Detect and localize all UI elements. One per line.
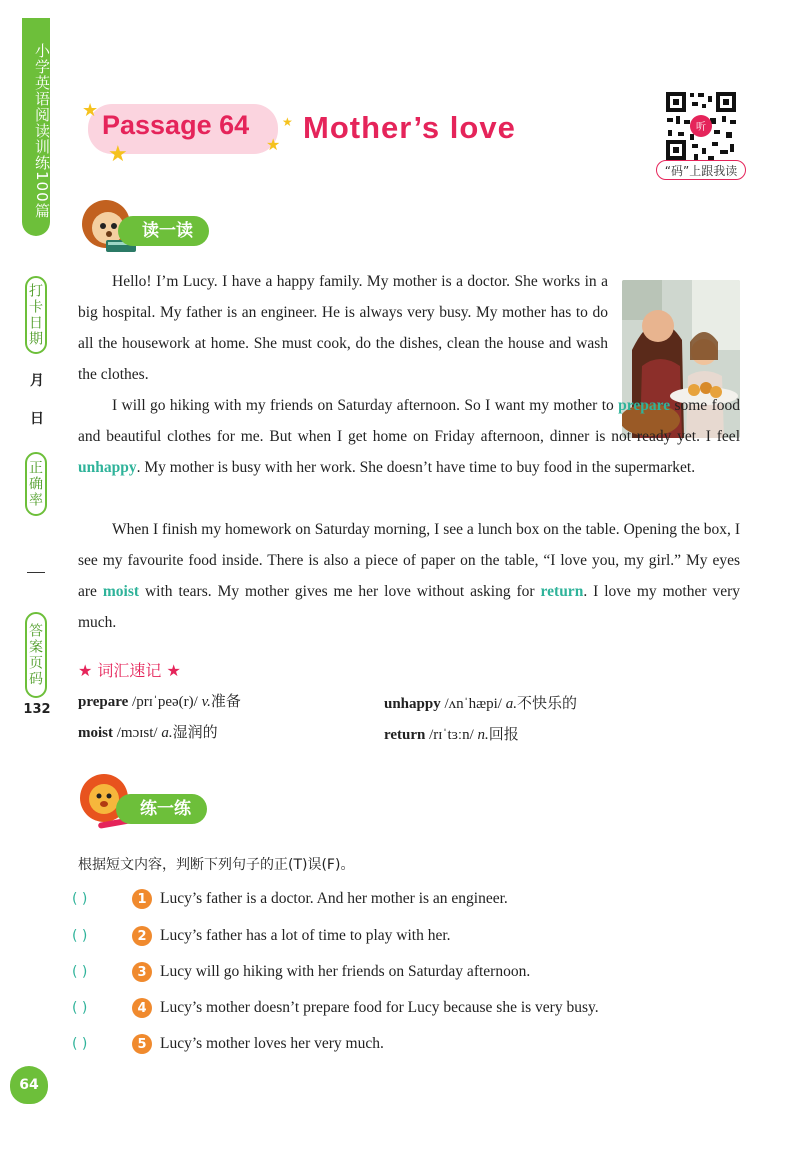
question-text: Lucy’s father has a lot of time to play with her. [160,927,451,944]
vocab-word: moist [78,725,113,741]
question-row-5 [72,1031,384,1057]
vocab-item [78,721,218,742]
question-text: Lucy’s father is a doctor. And her mother is an engineer. [160,890,508,907]
checkin-label: 打卡日期 [25,276,47,354]
vocab-phonetic: /prɪˈpeə(r)/ [128,694,202,710]
vocab-meaning: 不快乐的 [516,696,577,712]
accuracy-line [27,572,45,573]
vocab-meaning: 湿润的 [172,725,218,741]
question-row-2 [72,923,451,949]
reading-paragraph-3 [78,514,740,638]
vocab-pos: n. [477,727,489,743]
sidebar [0,0,52,1154]
vocab-item [384,692,577,713]
vocab-heading: ★ 词汇速记 ★ [78,661,181,680]
question-number: 1 [132,889,152,909]
qr-caption: “码”上跟我读 [656,160,746,180]
vocab-pos: v. [201,694,211,710]
star-icon: ★ [282,115,293,129]
question-row-3 [72,959,530,985]
keyword-prepare: prepare [618,397,671,414]
reading-section-label: 读一读 [118,216,209,246]
reading-paragraph-1 [78,266,608,390]
vocab-item [384,723,519,744]
vocab-word: return [384,727,426,743]
star-icon: ★ [108,141,128,166]
reading-paragraph-2 [78,390,740,483]
paragraph-text: . My mother is busy with her work. She doesn’t have time to buy food in the supermarket. [136,459,696,476]
keyword-return: return [540,583,584,600]
accuracy-label: 正确率 [25,452,47,516]
paragraph-text: When I finish my homework on Saturday morning, I see a lunch box on the table. Opening the box, I see my favourite food inside. There is also a piece of paper on the table, “I love you, my girl.” My eyes are [78,521,740,600]
exercise-section-label: 练一练 [116,794,207,824]
question-text: Lucy’s mother loves her very much. [160,1035,384,1052]
qr-code-icon[interactable] [664,90,738,162]
qr-badge: 听 [696,122,706,133]
question-number: 5 [132,1034,152,1054]
page-number: 64 [10,1066,48,1104]
paragraph-text: I will go hiking with my friends on Saturday afternoon. So I want my mother to [112,397,619,414]
passage-number: Passage 64 [102,110,250,140]
vocab-item [78,690,241,711]
exercise-instruction: 根据短文内容，判断下列句子的正(T)误(F)。 [78,857,355,873]
answer-blank[interactable]: ( ) [72,1000,88,1016]
paragraph-text: Hello! I’m Lucy. I have a happy family. My mother is a doctor. She works in a big hospital. My father is an engineer. He is always very busy. My mother has to do all the housework at home. She must cook, do the dishes, clean the house and wash the clothes. [78,273,608,383]
answer-blank[interactable]: ( ) [72,964,88,980]
vocab-meaning: 回报 [488,727,519,743]
question-number: 4 [132,998,152,1018]
question-row-1 [72,886,508,912]
question-row-4 [72,995,599,1021]
question-number: 2 [132,926,152,946]
vocab-phonetic: /ʌnˈhæpi/ [440,696,506,712]
vocab-phonetic: /rɪˈtɜːn/ [425,727,478,743]
answer-blank[interactable]: ( ) [72,891,88,907]
keyword-moist: moist [102,583,140,600]
paragraph-text: some food and beautiful clothes for me. But when I get home on Friday afternoon, dinner is not ready yet. I feel [78,397,740,445]
vocab-word: prepare [78,694,129,710]
star-icon: ★ [82,100,99,120]
star-icon: ★ [266,137,281,154]
page-title: Mother’s love [303,110,516,145]
paragraph-text: with tears. My mother gives me her love without asking for [139,583,541,600]
keyword-unhappy: unhappy [78,459,137,476]
month-label: 月 [30,373,44,389]
question-number: 3 [132,962,152,982]
day-label: 日 [30,411,44,427]
paragraph-text: . I love my mother very much. [78,583,741,631]
vocab-pos: a. [505,696,517,712]
vocab-pos: a. [161,725,173,741]
vocab-meaning: 准备 [210,694,241,710]
answer-blank[interactable]: ( ) [72,1036,88,1052]
vocab-phonetic: /mɔɪst/ [113,725,162,741]
series-tab: 小学英语阅读训练100篇 [22,18,50,236]
answer-page-number: 132 [23,702,51,717]
question-text: Lucy’s mother doesn’t prepare food for Lucy because she is very busy. [160,999,599,1016]
question-text: Lucy will go hiking with her friends on Saturday afternoon. [160,963,531,980]
vocab-word: unhappy [384,696,441,712]
answer-blank[interactable]: ( ) [72,928,88,944]
answer-page-label: 答案页码 [25,612,47,698]
